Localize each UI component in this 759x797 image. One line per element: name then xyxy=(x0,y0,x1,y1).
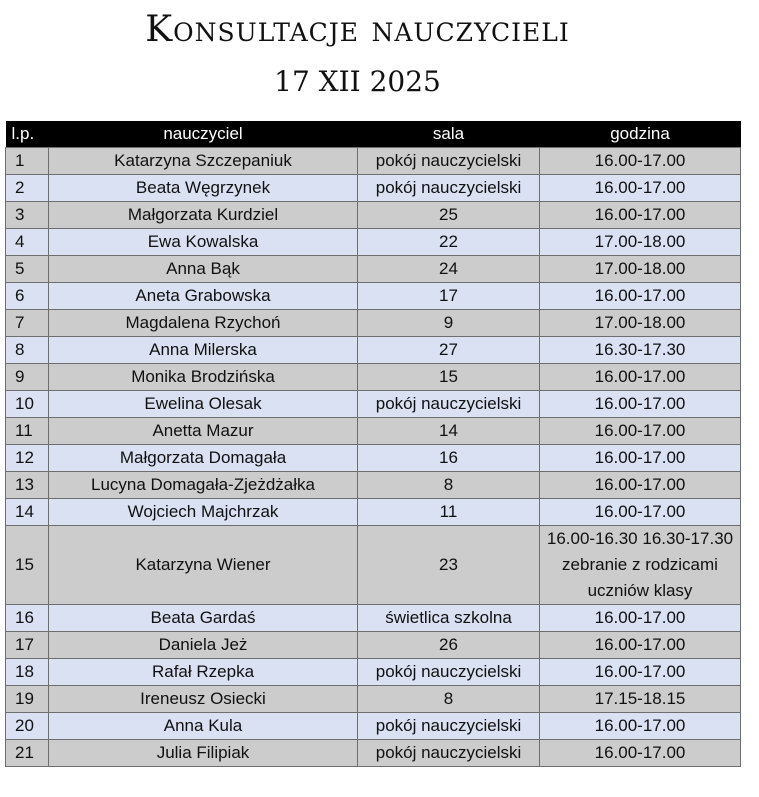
cell-teacher: Katarzyna Wiener xyxy=(49,526,358,605)
cell-lp: 13 xyxy=(6,472,49,499)
cell-time: 16.30-17.30 xyxy=(540,337,741,364)
cell-teacher: Ireneusz Osiecki xyxy=(49,686,358,713)
table-row xyxy=(6,740,741,767)
date-subtitle: 17 XII 2025 xyxy=(274,65,441,98)
cell-time: 16.00-17.00 xyxy=(540,391,741,418)
cell-teacher: Rafał Rzepka xyxy=(49,659,358,686)
table-row xyxy=(6,283,741,310)
cell-room: 16 xyxy=(358,445,540,472)
cell-room: 8 xyxy=(358,472,540,499)
cell-teacher: Lucyna Domagała-Zjeżdżałka xyxy=(49,472,358,499)
cell-room: pokój nauczycielski xyxy=(358,659,540,686)
page-title: Konsultacje nauczycieli xyxy=(145,9,570,50)
cell-room: pokój nauczycielski xyxy=(358,713,540,740)
cell-time: 16.00-17.00 xyxy=(540,148,741,175)
cell-lp: 18 xyxy=(6,659,49,686)
cell-time: 16.00-17.00 xyxy=(540,659,741,686)
header-teacher: nauczyciel xyxy=(49,121,358,148)
cell-time: 17.00-18.00 xyxy=(540,229,741,256)
cell-teacher: Wojciech Majchrzak xyxy=(49,499,358,526)
table-row xyxy=(6,337,741,364)
cell-room: 25 xyxy=(358,202,540,229)
cell-time: 16.00-17.00 xyxy=(540,364,741,391)
cell-lp: 19 xyxy=(6,686,49,713)
cell-lp: 12 xyxy=(6,445,49,472)
cell-room: 27 xyxy=(358,337,540,364)
cell-time: 17.00-18.00 xyxy=(540,256,741,283)
table-row xyxy=(6,148,741,175)
cell-teacher: Magdalena Rzychoń xyxy=(49,310,358,337)
table-row xyxy=(6,499,741,526)
cell-teacher: Ewa Kowalska xyxy=(49,229,358,256)
table-row xyxy=(6,605,741,632)
cell-lp: 21 xyxy=(6,740,49,767)
cell-teacher: Beata Gardaś xyxy=(49,605,358,632)
cell-lp: 8 xyxy=(6,337,49,364)
cell-time: 16.00-17.00 xyxy=(540,713,741,740)
cell-room: pokój nauczycielski xyxy=(358,740,540,767)
cell-room: 11 xyxy=(358,499,540,526)
cell-room: 24 xyxy=(358,256,540,283)
cell-room: 26 xyxy=(358,632,540,659)
cell-time: 16.00-17.00 xyxy=(540,740,741,767)
cell-room: pokój nauczycielski xyxy=(358,175,540,202)
header-lp: l.p. xyxy=(6,121,49,148)
cell-room: 14 xyxy=(358,418,540,445)
cell-time: 16.00-17.00 xyxy=(540,202,741,229)
cell-lp: 1 xyxy=(6,148,49,175)
cell-teacher: Małgorzata Kurdziel xyxy=(49,202,358,229)
cell-lp: 9 xyxy=(6,364,49,391)
table-row xyxy=(6,659,741,686)
cell-room: świetlica szkolna xyxy=(358,605,540,632)
consultations-table xyxy=(5,121,741,767)
header-room: sala xyxy=(358,121,540,148)
cell-room: 8 xyxy=(358,686,540,713)
cell-lp: 7 xyxy=(6,310,49,337)
table-row xyxy=(6,472,741,499)
cell-teacher: Monika Brodzińska xyxy=(49,364,358,391)
table-row xyxy=(6,445,741,472)
table-row xyxy=(6,526,741,605)
table-row xyxy=(6,632,741,659)
cell-time: 16.00-17.00 xyxy=(540,283,741,310)
cell-teacher: Aneta Grabowska xyxy=(49,283,358,310)
cell-time: 16.00-17.00 xyxy=(540,499,741,526)
cell-teacher: Julia Filipiak xyxy=(49,740,358,767)
table-row xyxy=(6,175,741,202)
cell-room: 9 xyxy=(358,310,540,337)
cell-lp: 11 xyxy=(6,418,49,445)
cell-teacher: Ewelina Olesak xyxy=(49,391,358,418)
table-row xyxy=(6,391,741,418)
cell-lp: 2 xyxy=(6,175,49,202)
cell-teacher: Anna Milerska xyxy=(49,337,358,364)
table-row xyxy=(6,229,741,256)
cell-time: 17.00-18.00 xyxy=(540,310,741,337)
table-row xyxy=(6,310,741,337)
table-row xyxy=(6,418,741,445)
cell-lp: 10 xyxy=(6,391,49,418)
cell-lp: 3 xyxy=(6,202,49,229)
cell-time: 16.00-17.00 xyxy=(540,175,741,202)
cell-time: 16.00-16.30 16.30-17.30 zebranie z rodzicami uczniów klasy xyxy=(540,526,741,605)
cell-teacher: Beata Węgrzynek xyxy=(49,175,358,202)
cell-time: 16.00-17.00 xyxy=(540,418,741,445)
cell-time: 16.00-17.00 xyxy=(540,472,741,499)
table-row xyxy=(6,364,741,391)
cell-room: 15 xyxy=(358,364,540,391)
cell-lp: 16 xyxy=(6,605,49,632)
cell-lp: 14 xyxy=(6,499,49,526)
cell-lp: 20 xyxy=(6,713,49,740)
cell-time: 16.00-17.00 xyxy=(540,445,741,472)
cell-room: pokój nauczycielski xyxy=(358,391,540,418)
cell-teacher: Katarzyna Szczepaniuk xyxy=(49,148,358,175)
table-header-row xyxy=(6,121,741,148)
cell-room: pokój nauczycielski xyxy=(358,148,540,175)
cell-room: 22 xyxy=(358,229,540,256)
cell-teacher: Daniela Jeż xyxy=(49,632,358,659)
cell-teacher: Anna Bąk xyxy=(49,256,358,283)
cell-teacher: Anetta Mazur xyxy=(49,418,358,445)
cell-lp: 6 xyxy=(6,283,49,310)
table-row xyxy=(6,686,741,713)
header-time: godzina xyxy=(540,121,741,148)
cell-lp: 17 xyxy=(6,632,49,659)
cell-lp: 5 xyxy=(6,256,49,283)
cell-room: 17 xyxy=(358,283,540,310)
cell-time: 16.00-17.00 xyxy=(540,605,741,632)
cell-room: 23 xyxy=(358,526,540,605)
cell-teacher: Małgorzata Domagała xyxy=(49,445,358,472)
table-row xyxy=(6,713,741,740)
cell-time: 17.15-18.15 xyxy=(540,686,741,713)
cell-time: 16.00-17.00 xyxy=(540,632,741,659)
cell-teacher: Anna Kula xyxy=(49,713,358,740)
table-row xyxy=(6,202,741,229)
cell-lp: 15 xyxy=(6,526,49,605)
table-row xyxy=(6,256,741,283)
cell-lp: 4 xyxy=(6,229,49,256)
